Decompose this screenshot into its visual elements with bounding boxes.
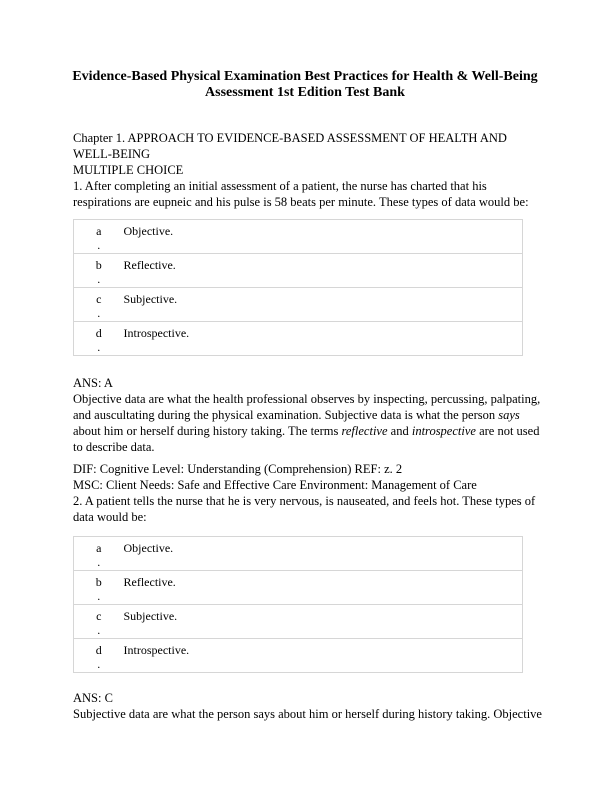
option-letter: c . bbox=[74, 605, 124, 639]
option-letter: d . bbox=[74, 322, 124, 356]
question-1-rationale: Objective data are what the health professional observes by inspecting, percussing, palpating, and auscultating during the physical examination. Subjective data is what the person says about him or herself during history taking. The terms reflective and introspective are not used to describe data. bbox=[73, 392, 541, 454]
option-text: Subjective. bbox=[124, 605, 523, 639]
option-row bbox=[74, 220, 523, 254]
option-text: Introspective. bbox=[124, 322, 523, 356]
option-row bbox=[74, 571, 523, 605]
option-row bbox=[74, 322, 523, 356]
option-text: Reflective. bbox=[124, 571, 523, 605]
question-1-msc: MSC: Client Needs: Safe and Effective Care Environment: Management of Care bbox=[73, 478, 477, 492]
option-row bbox=[74, 537, 523, 571]
question-1-options bbox=[73, 219, 523, 356]
section-heading: MULTIPLE CHOICE bbox=[73, 163, 184, 177]
option-letter: a . bbox=[74, 537, 124, 571]
option-text: Reflective. bbox=[124, 254, 523, 288]
option-row bbox=[74, 605, 523, 639]
option-letter: b . bbox=[74, 571, 124, 605]
question-2-answer: ANS: C bbox=[73, 691, 113, 705]
option-letter: a . bbox=[74, 220, 124, 254]
option-row bbox=[74, 254, 523, 288]
option-row bbox=[74, 639, 523, 673]
document-title: Evidence-Based Physical Examination Best Practices for Health & Well-Being Assessment 1st Edition Test Bank bbox=[72, 69, 538, 100]
option-letter: d . bbox=[74, 639, 124, 673]
question-2-options bbox=[73, 536, 523, 673]
question-1-dif: DIF: Cognitive Level: Understanding (Comprehension) REF: z. 2 bbox=[73, 462, 403, 476]
question-2-text: 2. A patient tells the nurse that he is very nervous, is nauseated, and feels hot. These types of data would be: bbox=[73, 494, 536, 524]
option-text: Introspective. bbox=[124, 639, 523, 673]
question-1-text: 1. After completing an initial assessment of a patient, the nurse has charted that his respirations are eupneic and his pulse is 58 beats per minute. These types of data would be: bbox=[73, 179, 529, 209]
option-letter: c . bbox=[74, 288, 124, 322]
chapter-heading: Chapter 1. APPROACH TO EVIDENCE-BASED ASSESSMENT OF HEALTH AND WELL-BEING bbox=[73, 131, 507, 161]
option-row bbox=[74, 288, 523, 322]
option-text: Subjective. bbox=[124, 288, 523, 322]
option-letter: b . bbox=[74, 254, 124, 288]
question-2-rationale: Subjective data are what the person says about him or herself during history taking. Objective bbox=[73, 707, 542, 721]
option-text: Objective. bbox=[124, 220, 523, 254]
option-text: Objective. bbox=[124, 537, 523, 571]
question-1-answer: ANS: A bbox=[73, 376, 113, 390]
